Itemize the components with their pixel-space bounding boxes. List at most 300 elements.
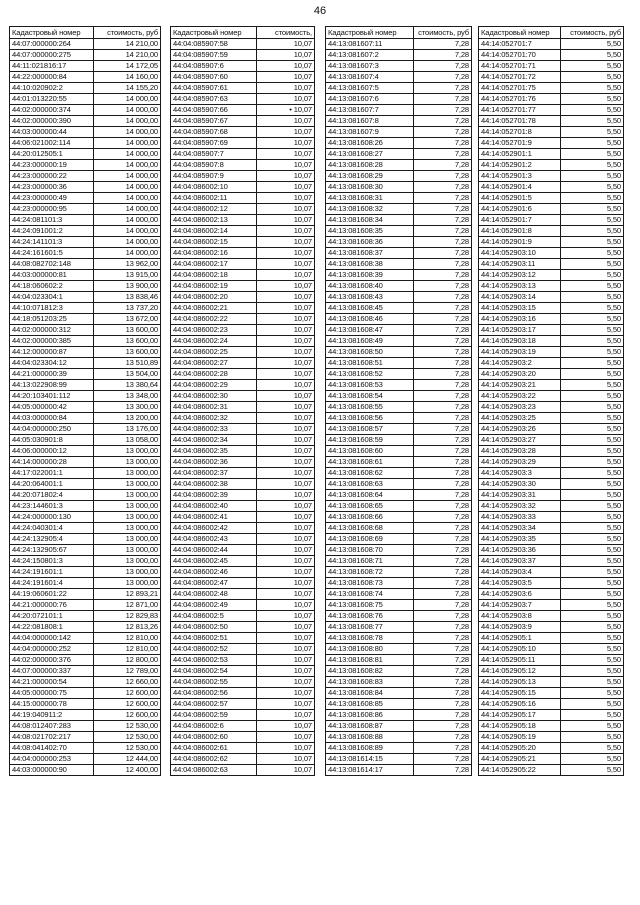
cost-cell: 5,50 [561,380,624,391]
cost-cell: 5,50 [561,435,624,446]
cadastral-number-cell: 44:14:052903:37 [479,556,561,567]
cadastral-number-cell: 44:03:000000:44 [10,127,94,138]
table-row [326,259,472,270]
cadastral-number-cell: 44:04:086002:38 [171,479,257,490]
cadastral-number-cell: 44:14:052903:20 [479,369,561,380]
cadastral-number-cell: 44:18:051203:25 [10,314,94,325]
cost-cell: 10,07 [257,50,315,61]
cost-cell: 10,07 [257,556,315,567]
cost-cell: 13 058,00 [94,435,161,446]
cadastral-number-cell: 44:13:081608:31 [326,193,414,204]
table-row [171,314,315,325]
table-row [479,600,624,611]
cadastral-number-cell: 44:13:081608:66 [326,512,414,523]
cost-cell: 5,50 [561,567,624,578]
table-row [479,479,624,490]
cadastral-number-cell: 44:04:086002:51 [171,633,257,644]
cost-cell: 5,50 [561,611,624,622]
cadastral-number-cell: 44:13:081607:7 [326,105,414,116]
table-row [479,446,624,457]
cadastral-number-cell: 44:13:081608:59 [326,435,414,446]
table-row [479,369,624,380]
cost-cell: 13 000,00 [94,479,161,490]
table-header-row [171,27,315,39]
table-row [171,171,315,182]
cadastral-number-cell: 44:14:052903:28 [479,446,561,457]
table-row [479,226,624,237]
cadastral-number-cell: 44:13:081614:15 [326,754,414,765]
cadastral-number-cell: 44:13:081608:69 [326,534,414,545]
table-row [10,61,161,72]
table-row [479,149,624,160]
cost-cell: 7,28 [414,94,472,105]
cost-cell: 14 000,00 [94,105,161,116]
table-row [171,743,315,754]
cost-cell: 7,28 [414,50,472,61]
cadastral-number-cell: 44:04:085907:66 [171,105,257,116]
cadastral-number-cell: 44:14:052903:26 [479,424,561,435]
cost-cell: 12 893,21 [94,589,161,600]
cost-cell: 10,07 [257,633,315,644]
cost-cell: 12 600,00 [94,699,161,710]
table-row [479,94,624,105]
table-row [10,281,161,292]
cost-cell: 14 000,00 [94,94,161,105]
cadastral-number-cell: 44:02:000000:390 [10,116,94,127]
cost-cell: 12 800,00 [94,655,161,666]
cost-cell: 13 000,00 [94,534,161,545]
cost-cell: 7,28 [414,237,472,248]
column-header-cost: стоимость, [257,27,315,39]
table-row [10,765,161,776]
cost-cell: 10,07 [257,534,315,545]
table-row [171,556,315,567]
cost-cell: 13 000,00 [94,457,161,468]
table-row [10,116,161,127]
table-row [171,380,315,391]
cadastral-number-cell: 44:19:040911:2 [10,710,94,721]
cadastral-number-cell: 44:13:081608:65 [326,501,414,512]
cost-cell: 12 530,00 [94,732,161,743]
cost-cell: 10,07 [257,578,315,589]
cost-cell: 14 000,00 [94,182,161,193]
cadastral-number-cell: 44:04:000000:250 [10,424,94,435]
cadastral-number-cell: 44:23:144601:3 [10,501,94,512]
cadastral-number-cell: 44:08:041402:70 [10,743,94,754]
table-row [479,534,624,545]
cost-cell: 7,28 [414,182,472,193]
cost-cell: 12 789,00 [94,666,161,677]
cost-cell: 5,50 [561,193,624,204]
cadastral-number-cell: 44:04:086002:33 [171,424,257,435]
cadastral-number-cell: 44:04:086002:20 [171,292,257,303]
table-row [326,754,472,765]
table-row [326,160,472,171]
table-row [10,600,161,611]
cadastral-number-cell: 44:21:000000:54 [10,677,94,688]
cost-cell: 5,50 [561,666,624,677]
table-row [326,743,472,754]
cost-cell: 7,28 [414,380,472,391]
cadastral-number-cell: 44:13:081608:47 [326,325,414,336]
cost-cell: 14 000,00 [94,248,161,259]
table-row [171,160,315,171]
cadastral-number-cell: 44:06:021002:114 [10,138,94,149]
cadastral-number-cell: 44:04:086002:23 [171,325,257,336]
table-row [479,611,624,622]
cadastral-number-cell: 44:14:052903:16 [479,314,561,325]
cost-cell: 14 210,00 [94,39,161,50]
table-row [326,50,472,61]
cost-cell: 13 176,00 [94,424,161,435]
cost-cell: 10,07 [257,171,315,182]
cost-cell: 7,28 [414,160,472,171]
cost-cell: 13 000,00 [94,545,161,556]
table-row [326,732,472,743]
cadastral-number-cell: 44:04:086002:53 [171,655,257,666]
cost-cell: 7,28 [414,435,472,446]
cadastral-number-cell: 44:04:086002:60 [171,732,257,743]
table-row [171,732,315,743]
cadastral-number-cell: 44:14:052903:22 [479,391,561,402]
cost-cell: 13 000,00 [94,468,161,479]
cadastral-number-cell: 44:04:086002:57 [171,699,257,710]
cadastral-number-cell: 44:13:081608:43 [326,292,414,303]
cadastral-number-cell: 44:13:081608:55 [326,402,414,413]
table-row [326,446,472,457]
table-row [326,380,472,391]
cadastral-number-cell: 44:24:040301:4 [10,523,94,534]
cadastral-number-cell: 44:07:000000:275 [10,50,94,61]
cost-cell: 7,28 [414,39,472,50]
table-row [479,589,624,600]
cadastral-number-cell: 44:14:052905:10 [479,644,561,655]
cost-cell: 13 915,00 [94,270,161,281]
table-row [479,127,624,138]
cost-cell: 12 600,00 [94,688,161,699]
table-row [326,105,472,116]
cost-cell: 5,50 [561,314,624,325]
cost-cell: 10,07 [257,347,315,358]
cost-cell: 7,28 [414,138,472,149]
cadastral-number-cell: 44:13:081608:75 [326,600,414,611]
cadastral-number-cell: 44:13:081608:53 [326,380,414,391]
cadastral-number-cell: 44:13:081608:57 [326,424,414,435]
table-row [10,490,161,501]
cost-cell: 10,07 [257,336,315,347]
cadastral-number-cell: 44:04:086002:63 [171,765,257,776]
cadastral-number-cell: 44:04:086002:39 [171,490,257,501]
cadastral-number-cell: 44:14:052903:29 [479,457,561,468]
table-row [10,39,161,50]
cadastral-number-cell: 44:24:141101:3 [10,237,94,248]
table-row [326,512,472,523]
cost-cell: 7,28 [414,644,472,655]
table-row [10,83,161,94]
table-row [10,94,161,105]
table-row [326,94,472,105]
table-row [171,72,315,83]
cadastral-number-cell: 44:04:086002:16 [171,248,257,259]
cadastral-number-cell: 44:03:000000:90 [10,765,94,776]
cost-cell: 5,50 [561,292,624,303]
cost-cell: 7,28 [414,622,472,633]
cost-cell: 7,28 [414,116,472,127]
table-row [171,501,315,512]
cadastral-number-cell: 44:14:052903:13 [479,281,561,292]
table-row [171,138,315,149]
cost-cell: 7,28 [414,204,472,215]
cadastral-number-cell: 44:04:086002:25 [171,347,257,358]
cost-cell: 5,50 [561,358,624,369]
column-header-cadastral: Кадастровый номер [326,27,414,39]
cost-cell: 5,50 [561,402,624,413]
table-row [479,732,624,743]
cadastral-number-cell: 44:13:081608:26 [326,138,414,149]
table-row [326,281,472,292]
cost-cell: 5,50 [561,457,624,468]
table-row [10,182,161,193]
cost-cell: 10,07 [257,677,315,688]
cadastral-number-cell: 44:13:081608:39 [326,270,414,281]
cadastral-number-cell: 44:04:085907:63 [171,94,257,105]
cost-cell: 10,07 [257,413,315,424]
cadastral-number-cell: 44:14:052701:70 [479,50,561,61]
cost-cell: 5,50 [561,622,624,633]
table-row [171,644,315,655]
cadastral-number-cell: 44:13:081608:45 [326,303,414,314]
cadastral-number-cell: 44:13:081608:82 [326,666,414,677]
table-row [10,171,161,182]
table-row [326,633,472,644]
cadastral-number-cell: 44:13:081607:6 [326,94,414,105]
column-header-cadastral: Кадастровый номер [10,27,94,39]
cost-cell: 10,07 [257,72,315,83]
cadastral-number-cell: 44:08:082702:148 [10,259,94,270]
cadastral-number-cell: 44:13:081607:9 [326,127,414,138]
table-row [326,193,472,204]
cadastral-number-cell: 44:13:081614:17 [326,765,414,776]
cadastral-number-cell: 44:04:086002:10 [171,182,257,193]
cost-cell: 5,50 [561,677,624,688]
cadastral-number-cell: 44:22:081808:1 [10,622,94,633]
cost-cell: 5,50 [561,721,624,732]
table-row [10,754,161,765]
cost-cell: 7,28 [414,61,472,72]
cadastral-number-cell: 44:13:081608:71 [326,556,414,567]
table-row [171,534,315,545]
cadastral-number-cell: 44:04:086002:42 [171,523,257,534]
table-row [171,336,315,347]
table-row [326,578,472,589]
table-row [171,688,315,699]
table-row [479,743,624,754]
cadastral-number-cell: 44:04:086002:59 [171,710,257,721]
cost-cell: 5,50 [561,204,624,215]
cost-cell: 10,07 [257,600,315,611]
cost-cell: 7,28 [414,127,472,138]
cost-cell: 7,28 [414,105,472,116]
cadastral-number-cell: 44:13:081607:2 [326,50,414,61]
table-row [171,512,315,523]
cost-cell: 10,07 [257,567,315,578]
cost-cell: 13 600,00 [94,336,161,347]
table-row [10,644,161,655]
cost-cell: 10,07 [257,281,315,292]
table-row [326,358,472,369]
cadastral-number-cell: 44:08:021702:217 [10,732,94,743]
cadastral-number-cell: 44:14:052901:4 [479,182,561,193]
cadastral-number-cell: 44:04:086002:32 [171,413,257,424]
table-row [479,413,624,424]
table-row [479,259,624,270]
table-row [10,193,161,204]
table-row [10,259,161,270]
cadastral-number-cell: 44:12:000000:87 [10,347,94,358]
table-row [479,105,624,116]
cadastral-number-cell: 44:04:086002:12 [171,204,257,215]
table-row [10,413,161,424]
cost-cell: 7,28 [414,677,472,688]
cost-cell: 10,07 [257,402,315,413]
table-row [479,666,624,677]
cadastral-number-cell: 44:14:052905:22 [479,765,561,776]
cost-cell: 5,50 [561,391,624,402]
cost-cell: 7,28 [414,336,472,347]
cost-cell: 14 000,00 [94,149,161,160]
cadastral-number-cell: 44:04:086002:24 [171,336,257,347]
table-row [479,545,624,556]
cost-cell: 7,28 [414,743,472,754]
cost-cell: 5,50 [561,116,624,127]
table-row [326,303,472,314]
cost-cell: 10,07 [257,655,315,666]
column-header-cadastral: Кадастровый номер [479,27,561,39]
table-row [171,578,315,589]
cadastral-number-cell: 44:14:052903:17 [479,325,561,336]
cadastral-number-cell: 44:24:000000:130 [10,512,94,523]
table-row [10,567,161,578]
table-row [479,116,624,127]
table-row [326,490,472,501]
table-row [326,435,472,446]
cost-cell: 5,50 [561,171,624,182]
cadastral-number-cell: 44:11:021816:17 [10,61,94,72]
table-row [171,523,315,534]
cadastral-number-cell: 44:14:052701:7 [479,39,561,50]
cost-cell: 7,28 [414,611,472,622]
cost-cell: 5,50 [561,160,624,171]
table-row [171,567,315,578]
cadastral-number-cell: 44:23:000000:49 [10,193,94,204]
table-row [10,446,161,457]
table-row [479,578,624,589]
cost-cell: 10,07 [257,248,315,259]
cadastral-number-cell: 44:13:081608:28 [326,160,414,171]
cadastral-number-cell: 44:13:081608:80 [326,644,414,655]
cost-cell: 13 504,00 [94,369,161,380]
table-row [326,61,472,72]
cadastral-number-cell: 44:20:064001:1 [10,479,94,490]
cost-cell: 10,07 [257,358,315,369]
table-row [479,61,624,72]
table-row [171,182,315,193]
table-row [171,699,315,710]
table-row [171,435,315,446]
table-row [10,292,161,303]
table-row [171,127,315,138]
cadastral-number-cell: 44:04:086002:30 [171,391,257,402]
cost-cell: 13 000,00 [94,490,161,501]
table-row [326,237,472,248]
table-row [10,149,161,160]
cost-cell: 5,50 [561,688,624,699]
table-row [326,314,472,325]
cadastral-number-cell: 44:23:000000:36 [10,182,94,193]
cost-cell: 7,28 [414,479,472,490]
table-row [10,215,161,226]
table-row [10,127,161,138]
cadastral-number-cell: 44:13:081608:61 [326,457,414,468]
cost-cell: 7,28 [414,303,472,314]
cadastral-number-cell: 44:13:081608:36 [326,237,414,248]
cost-table-1 [9,26,161,776]
cadastral-number-cell: 44:14:052903:6 [479,589,561,600]
cost-cell: 10,07 [257,545,315,556]
cadastral-number-cell: 44:13:081608:64 [326,490,414,501]
cost-cell: 13 510,89 [94,358,161,369]
table-row [171,457,315,468]
cadastral-number-cell: 44:04:086002:36 [171,457,257,468]
cadastral-number-cell: 44:04:000000:252 [10,644,94,655]
cost-cell: 7,28 [414,72,472,83]
cost-cell: 14 172,05 [94,61,161,72]
cost-cell: 5,50 [561,600,624,611]
cadastral-number-cell: 44:04:086002:13 [171,215,257,226]
table-row [479,435,624,446]
cost-cell: 5,50 [561,545,624,556]
cadastral-number-cell: 44:19:060601:22 [10,589,94,600]
table-row [171,226,315,237]
cadastral-number-cell: 44:14:052901:8 [479,226,561,237]
cadastral-number-cell: 44:13:081607:11 [326,39,414,50]
cost-cell: 5,50 [561,259,624,270]
column-header-cadastral: Кадастровый номер [171,27,257,39]
table-row [10,424,161,435]
cost-cell: 10,07 [257,149,315,160]
table-row [10,457,161,468]
cadastral-number-cell: 44:14:052903:33 [479,512,561,523]
cadastral-number-cell: 44:14:052903:19 [479,347,561,358]
cost-cell: 5,50 [561,369,624,380]
table-row [171,248,315,259]
cost-cell: 5,50 [561,413,624,424]
cadastral-number-cell: 44:02:000000:385 [10,336,94,347]
table-row [479,347,624,358]
cadastral-number-cell: 44:14:052903:36 [479,545,561,556]
cost-cell: 5,50 [561,347,624,358]
cadastral-number-cell: 44:14:052903:14 [479,292,561,303]
cost-cell: 13 737,20 [94,303,161,314]
table-row [479,358,624,369]
cadastral-number-cell: 44:13:081608:35 [326,226,414,237]
cost-cell: 14 000,00 [94,127,161,138]
cadastral-number-cell: 44:14:052903:27 [479,435,561,446]
cost-cell: 5,50 [561,39,624,50]
cadastral-number-cell: 44:13:081608:63 [326,479,414,490]
table-row [10,633,161,644]
cadastral-number-cell: 44:20:103401:112 [10,391,94,402]
